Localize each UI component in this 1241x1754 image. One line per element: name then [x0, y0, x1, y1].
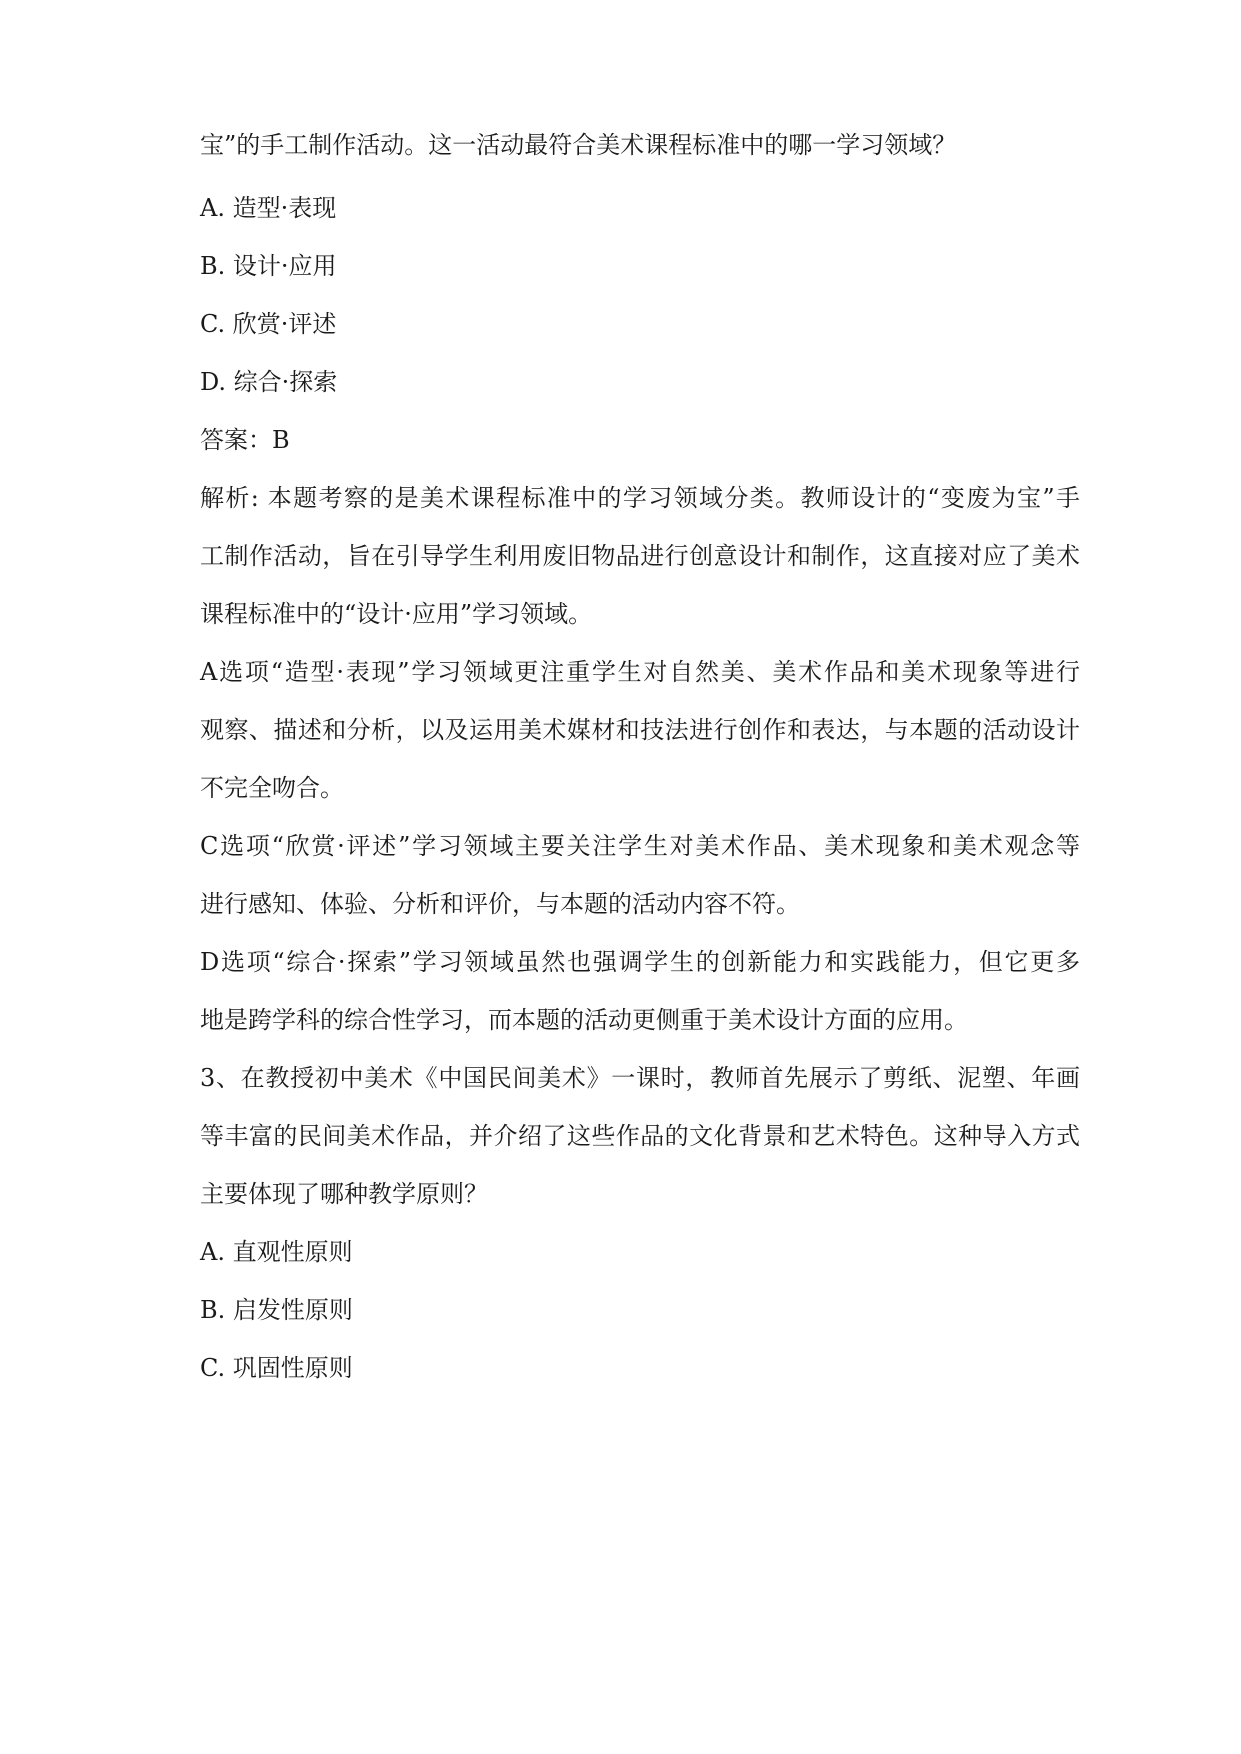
question-3-stem-line: 等丰富的民间美术作品，并介绍了这些作品的文化背景和艺术特色。这种导入方式 — [200, 1122, 1080, 1150]
question-2-option-d: D. 综合·探索 — [200, 368, 338, 396]
question-3-option-a: A. 直观性原则 — [200, 1238, 353, 1266]
question-2-analysis-line: 课程标准中的“设计·应用”学习领域。 — [200, 600, 593, 628]
question-2-analysis-line: 进行感知、体验、分析和评价，与本题的活动内容不符。 — [200, 890, 800, 918]
question-2-answer: 答案：B — [200, 426, 290, 454]
question-2-analysis-line: D选项“综合·探索”学习领域虽然也强调学生的创新能力和实践能力，但它更多 — [200, 948, 1080, 976]
question-3-option-c: C. 巩固性原则 — [200, 1354, 353, 1382]
question-2-analysis-line: 工制作活动，旨在引导学生利用废旧物品进行创意设计和制作，这直接对应了美术 — [200, 542, 1080, 570]
question-2-analysis-line: 不完全吻合。 — [200, 774, 344, 802]
question-3-stem-line: 3、在教授初中美术《中国民间美术》一课时，教师首先展示了剪纸、泥塑、年画 — [200, 1064, 1080, 1092]
question-2-analysis-line: 解析: 本题考察的是美术课程标准中的学习领域分类。教师设计的“变废为宝”手 — [200, 484, 1080, 512]
question-2-option-b: B. 设计·应用 — [200, 252, 337, 280]
question-3-option-b: B. 启发性原则 — [200, 1296, 353, 1324]
question-2-stem: 宝”的手工制作活动。这一活动最符合美术课程标准中的哪一学习领域？ — [200, 131, 957, 159]
question-2-option-c: C. 欣赏·评述 — [200, 310, 337, 338]
question-2-analysis-line: 观察、描述和分析，以及运用美术媒材和技法进行创作和表达，与本题的活动设计 — [200, 716, 1080, 744]
question-2-analysis-line: A选项“造型·表现”学习领域更注重学生对自然美、美术作品和美术现象等进行 — [200, 658, 1080, 686]
question-2-analysis-line: C选项“欣赏·评述”学习领域主要关注学生对美术作品、美术现象和美术观念等 — [200, 832, 1080, 860]
question-2-option-a: A. 造型·表现 — [200, 194, 337, 222]
question-3-stem-line: 主要体现了哪种教学原则？ — [200, 1180, 488, 1208]
question-2-analysis-line: 地是跨学科的综合性学习，而本题的活动更侧重于美术设计方面的应用。 — [200, 1006, 968, 1034]
